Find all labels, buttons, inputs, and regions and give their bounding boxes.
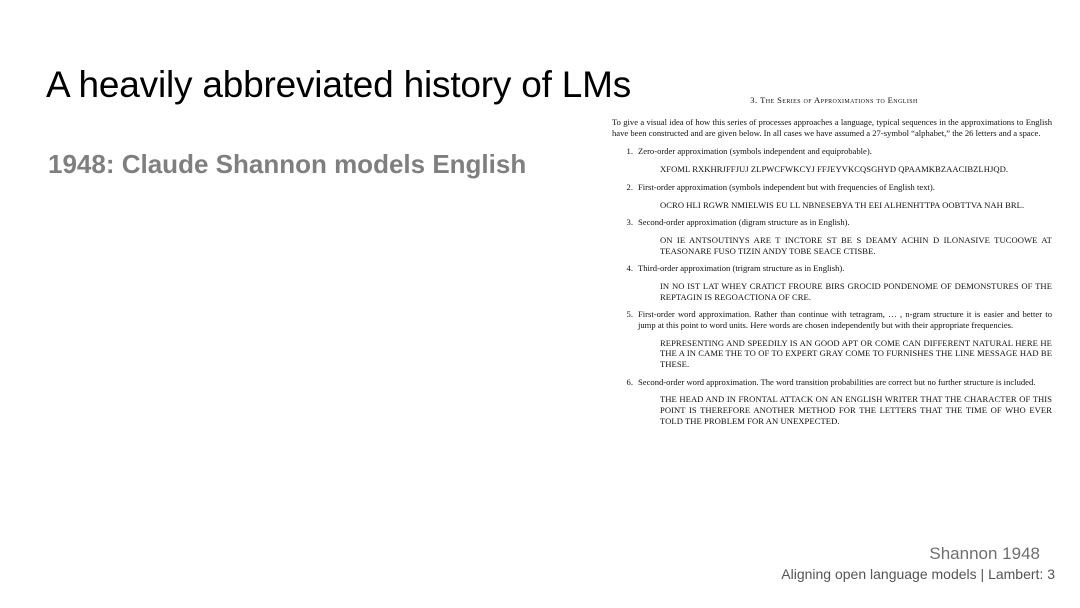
approximation-item xyxy=(612,146,1052,174)
slide-footer: Aligning open language models | Lambert: 3 xyxy=(781,566,1055,582)
item-sample: IN NO IST LAT WHEY CRATICT FROURE BIRS GROCID PONDENOME OF DEMONSTURES OF THE REPTAGIN IS REGOACTIONA OF CRE. xyxy=(660,280,1052,302)
slide-subtitle: 1948: Claude Shannon models English xyxy=(48,149,527,179)
item-number: 2. xyxy=(626,181,633,192)
item-number: 5. xyxy=(626,309,633,320)
section-title: The Series of Approximations to English xyxy=(760,95,918,105)
item-sample: OCRO HLI RGWR NMIELWIS EU LL NBNESEBYA TH EEI ALHENHTTPA OOBTTVA NAH BRL. xyxy=(660,199,1025,210)
approximation-item xyxy=(612,309,1052,369)
slide-title: A heavily abbreviated history of LMs xyxy=(46,64,632,105)
item-sample: XFOML RXKHRJFFJUJ ZLPWCFWKCYJ FFJEYVKCQSGHYD QPAAMKBZAACIBZLHJQD. xyxy=(660,164,1009,175)
item-number: 4. xyxy=(626,263,633,274)
item-number: 6. xyxy=(626,376,633,387)
section-heading xyxy=(616,95,1052,106)
item-description: Third-order approximation (trigram structure as in English). xyxy=(638,263,845,274)
item-description: First-order approximation (symbols independent but with frequencies of English text). xyxy=(638,181,935,192)
approximation-item xyxy=(612,377,1052,427)
intro-paragraph: To give a visual idea of how this series of processes approaches a language, typical sequences in the approximations to English have been constructed and are given below. In all cases we have assumed a 27-symbol “alphabet,” the 26 letters and a space. xyxy=(612,116,1052,138)
item-description: First-order word approximation. Rather than continue with tetragram, … , n-gram structure it is easier and better to jump at this point to word units. Here words are chosen independently but with their appropriate frequencies. xyxy=(638,309,1052,330)
item-description: Zero-order approximation (symbols independent and equiprobable). xyxy=(638,146,872,157)
item-sample: ON IE ANTSOUTINYS ARE T INCTORE ST BE S DEAMY ACHIN D ILONASIVE TUCOOWE AT TEASONARE FUSO TIZIN ANDY TOBE SEACE CTISBE. xyxy=(660,234,1052,256)
item-description: Second-order word approximation. The word transition probabilities are correct but no further structure is included. xyxy=(638,376,1036,387)
approximation-item xyxy=(612,182,1052,210)
paper-excerpt xyxy=(612,95,1052,433)
item-number: 3. xyxy=(626,217,633,228)
item-sample: THE HEAD AND IN FRONTAL ATTACK ON AN ENGLISH WRITER THAT THE CHARACTER OF THIS POINT IS THEREFORE ANOTHER METHOD FOR THE LETTERS THAT THE TIME OF WHO EVER TOLD THE PROBLEM FOR AN UNEXPECTED. xyxy=(660,394,1052,426)
item-description: Second-order approximation (digram structure as in English). xyxy=(638,217,850,228)
section-number: 3. xyxy=(750,95,758,105)
item-number: 1. xyxy=(626,146,633,157)
approximation-item xyxy=(612,217,1052,256)
citation: Shannon 1948 xyxy=(929,544,1040,563)
approximation-item xyxy=(612,263,1052,302)
item-sample: REPRESENTING AND SPEEDILY IS AN GOOD APT OR COME CAN DIFFERENT NATURAL HERE HE THE A IN CAME THE TO OF TO EXPERT GRAY COME TO FURNISHES THE LINE MESSAGE HAD BE THESE. xyxy=(660,337,1052,369)
